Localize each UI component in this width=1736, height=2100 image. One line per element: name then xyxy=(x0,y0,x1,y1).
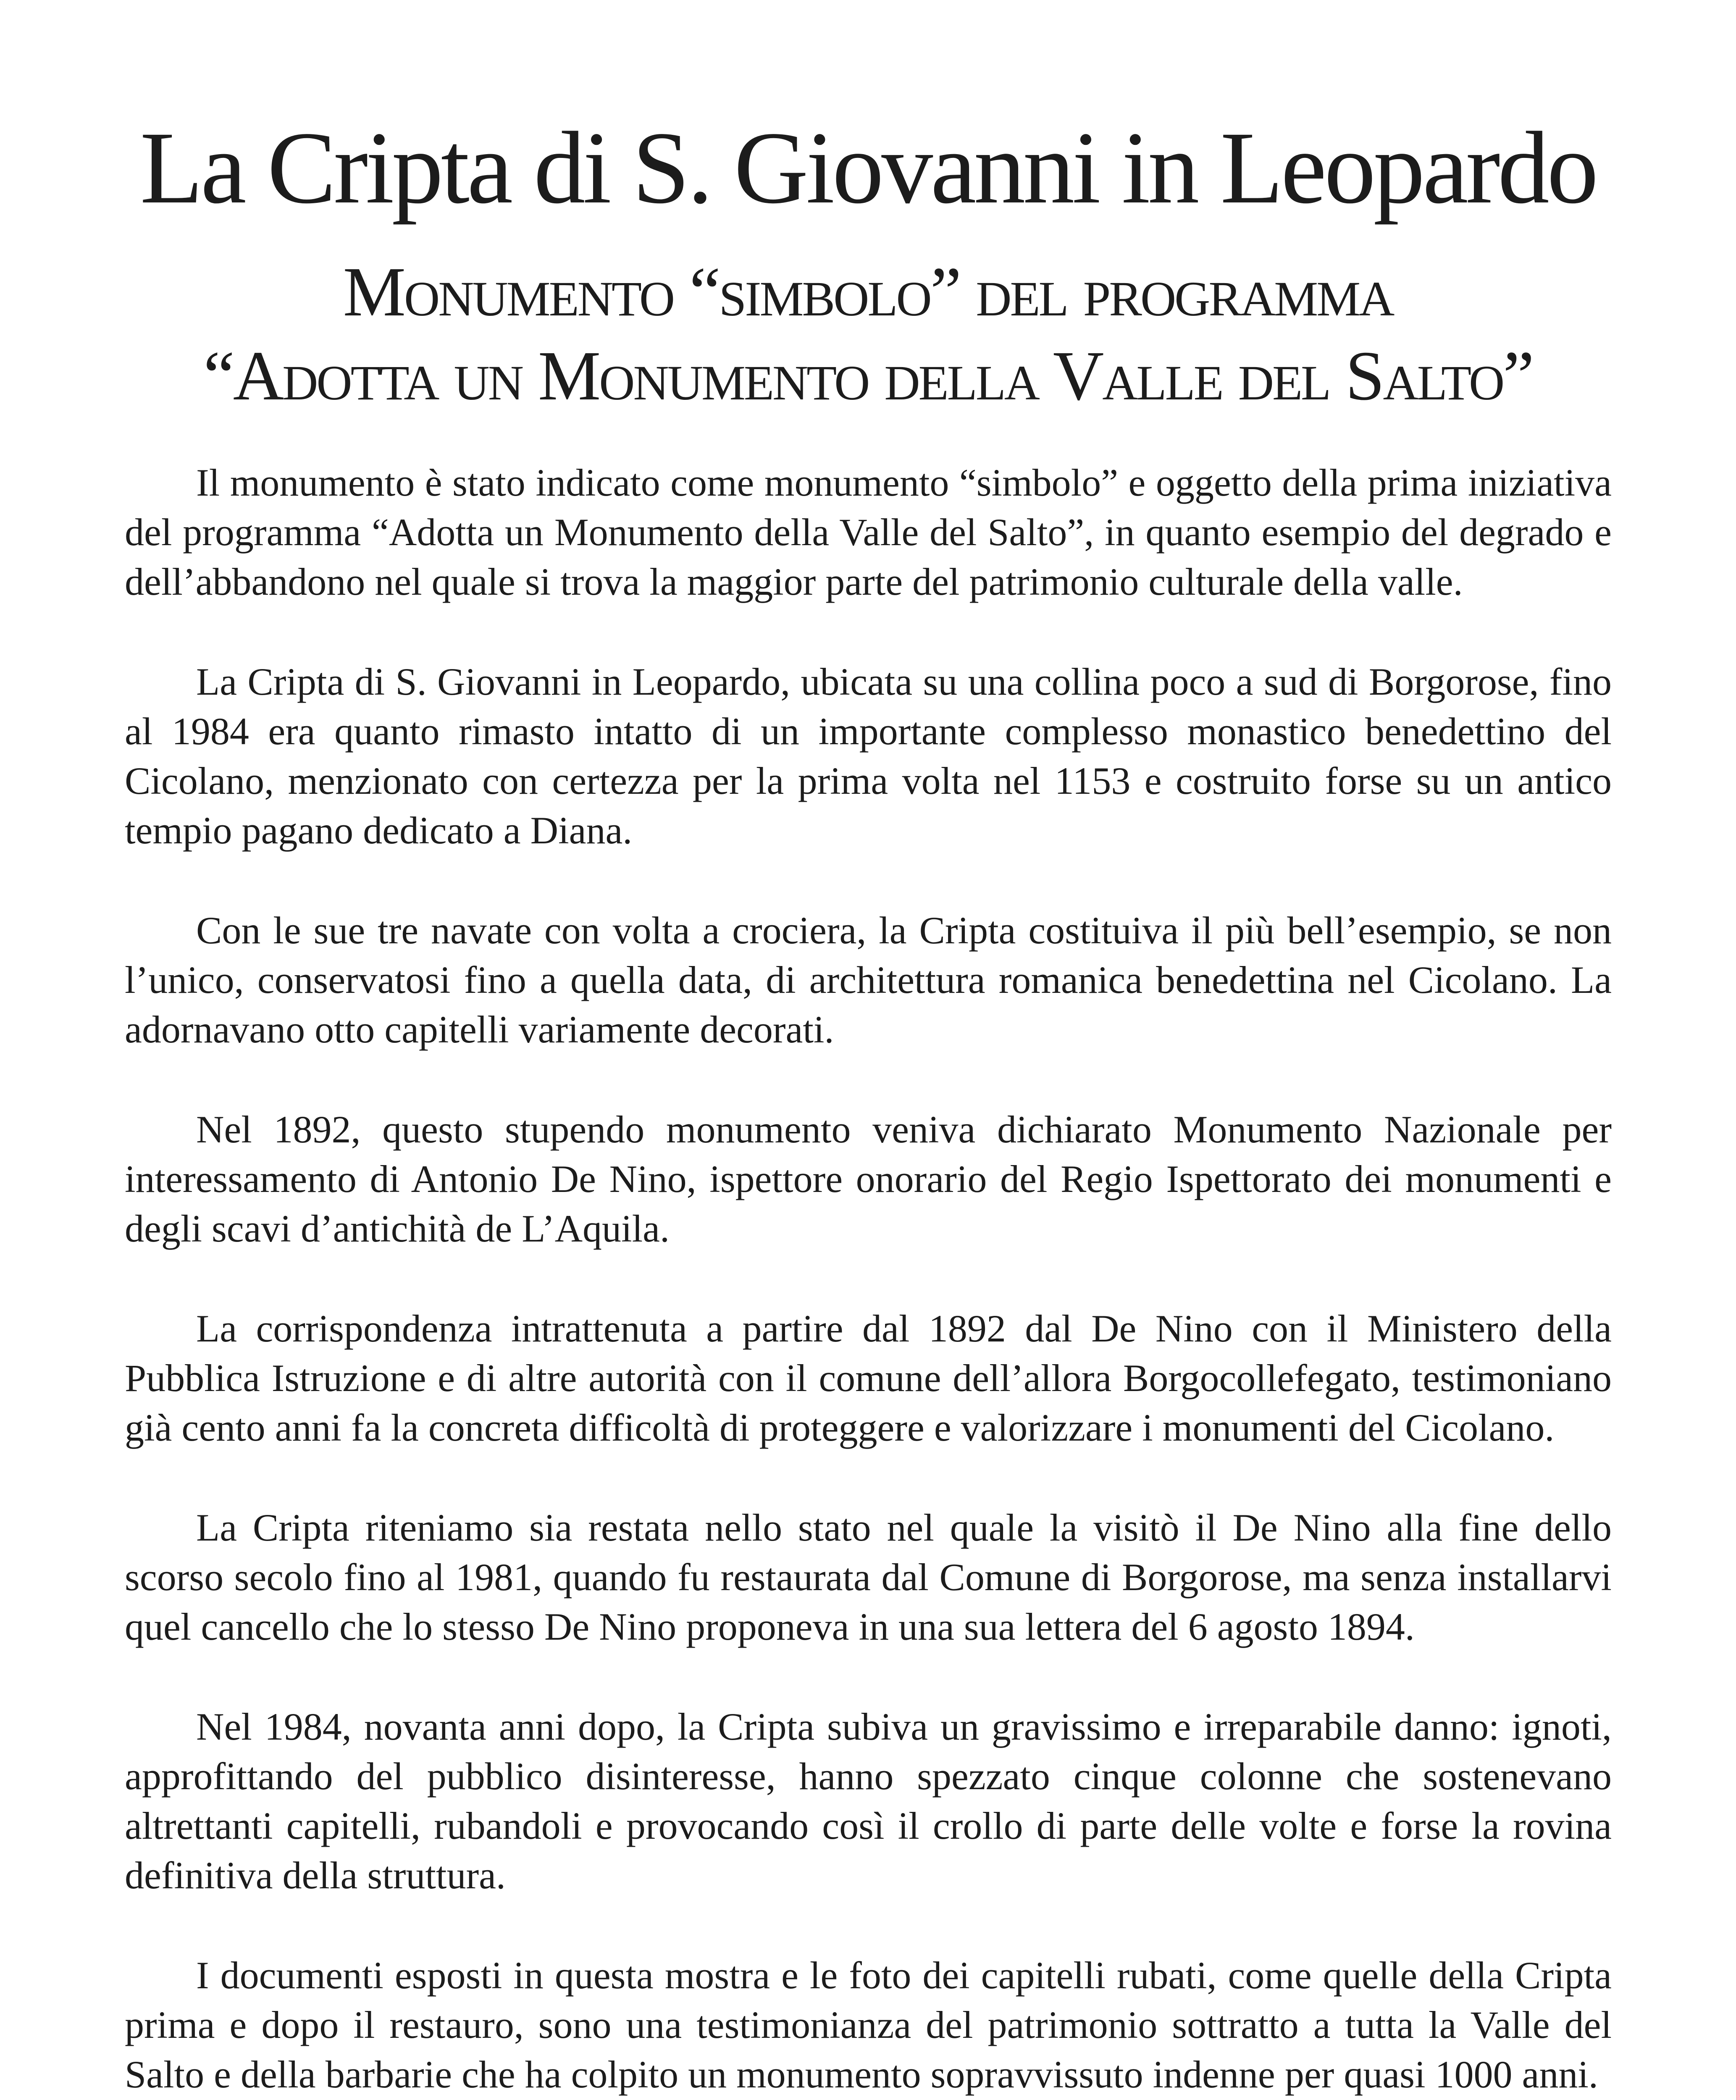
paragraph-1: Il monumento è stato indicato come monumento “simbolo” e oggetto della prima iniziativa del programma “Adotta un Monumento della Valle del Salto”, in quanto esempio del degrado e dell’abbandono nel quale si trova la maggior parte del patrimonio culturale della valle. xyxy=(125,461,1612,603)
paragraph-7: Nel 1984, novanta anni dopo, la Cripta subiva un gravissimo e irreparabile danno: ignoti, approfittando del pubblico disinteresse, hanno spezzato cinque colonne che sostenevano altrettanti capitelli, rubandoli e provocando così il crollo di parte delle volte e forse la rovina definitiva della struttura. xyxy=(125,1705,1612,1897)
page-title: La Cripta di S. Giovanni in Leopardo xyxy=(140,111,1596,225)
body-text xyxy=(125,458,1612,2100)
paragraph-5: La corrispondenza intrattenuta a partire dal 1892 dal De Nino con il Ministero della Pubblica Istruzione e di altre autorità con il comune dell’allora Borgocollefegato, testimoniano già cento anni fa la concreta difficoltà di proteggere e valorizzare i monumenti del Cicolano. xyxy=(125,1307,1612,1449)
paragraph-6: La Cripta riteniamo sia restata nello stato nel quale la visitò il De Nino alla fine dello scorso secolo fino al 1981, quando fu restaurata dal Comune di Borgorose, ma senza installarvi quel cancello che lo stesso De Nino proponeva in una sua lettera del 6 agosto 1894. xyxy=(125,1506,1612,1648)
subtitle-line-2: “Adotta un Monumento della Valle del Salto” xyxy=(203,337,1533,415)
paragraph-8: I documenti esposti in questa mostra e le foto dei capitelli rubati, come quelle della Cripta prima e dopo il restauro, sono una testimonianza del patrimonio sottratto a tutta la Valle del Salto e della barbarie che ha colpito un monumento sopravvissuto indenne per quasi 1000 anni. xyxy=(125,1954,1612,2096)
paragraph-3: Con le sue tre navate con volta a crociera, la Cripta costituiva il più bell’esempio, se non l’unico, conservatosi fino a quella data, di architettura romanica benedettina nel Cicolano. La adornavano otto capitelli variamente decorati. xyxy=(125,909,1612,1051)
paragraph-4: Nel 1892, questo stupendo monumento veniva dichiarato Monumento Nazionale per interessamento di Antonio De Nino, ispettore onorario del Regio Ispettorato dei monumenti e degli scavi d’antichità de L’Aquila. xyxy=(125,1108,1612,1250)
paragraph-2: La Cripta di S. Giovanni in Leopardo, ubicata su una collina poco a sud di Borgorose, fino al 1984 era quanto rimasto intatto di un importante complesso monastico benedettino del Cicolano, menzionato con certezza per la prima volta nel 1153 e costruito forse su un antico tempio pagano dedicato a Diana. xyxy=(125,660,1612,852)
subtitle-line-1: Monumento “simbolo” del programma xyxy=(343,253,1393,331)
